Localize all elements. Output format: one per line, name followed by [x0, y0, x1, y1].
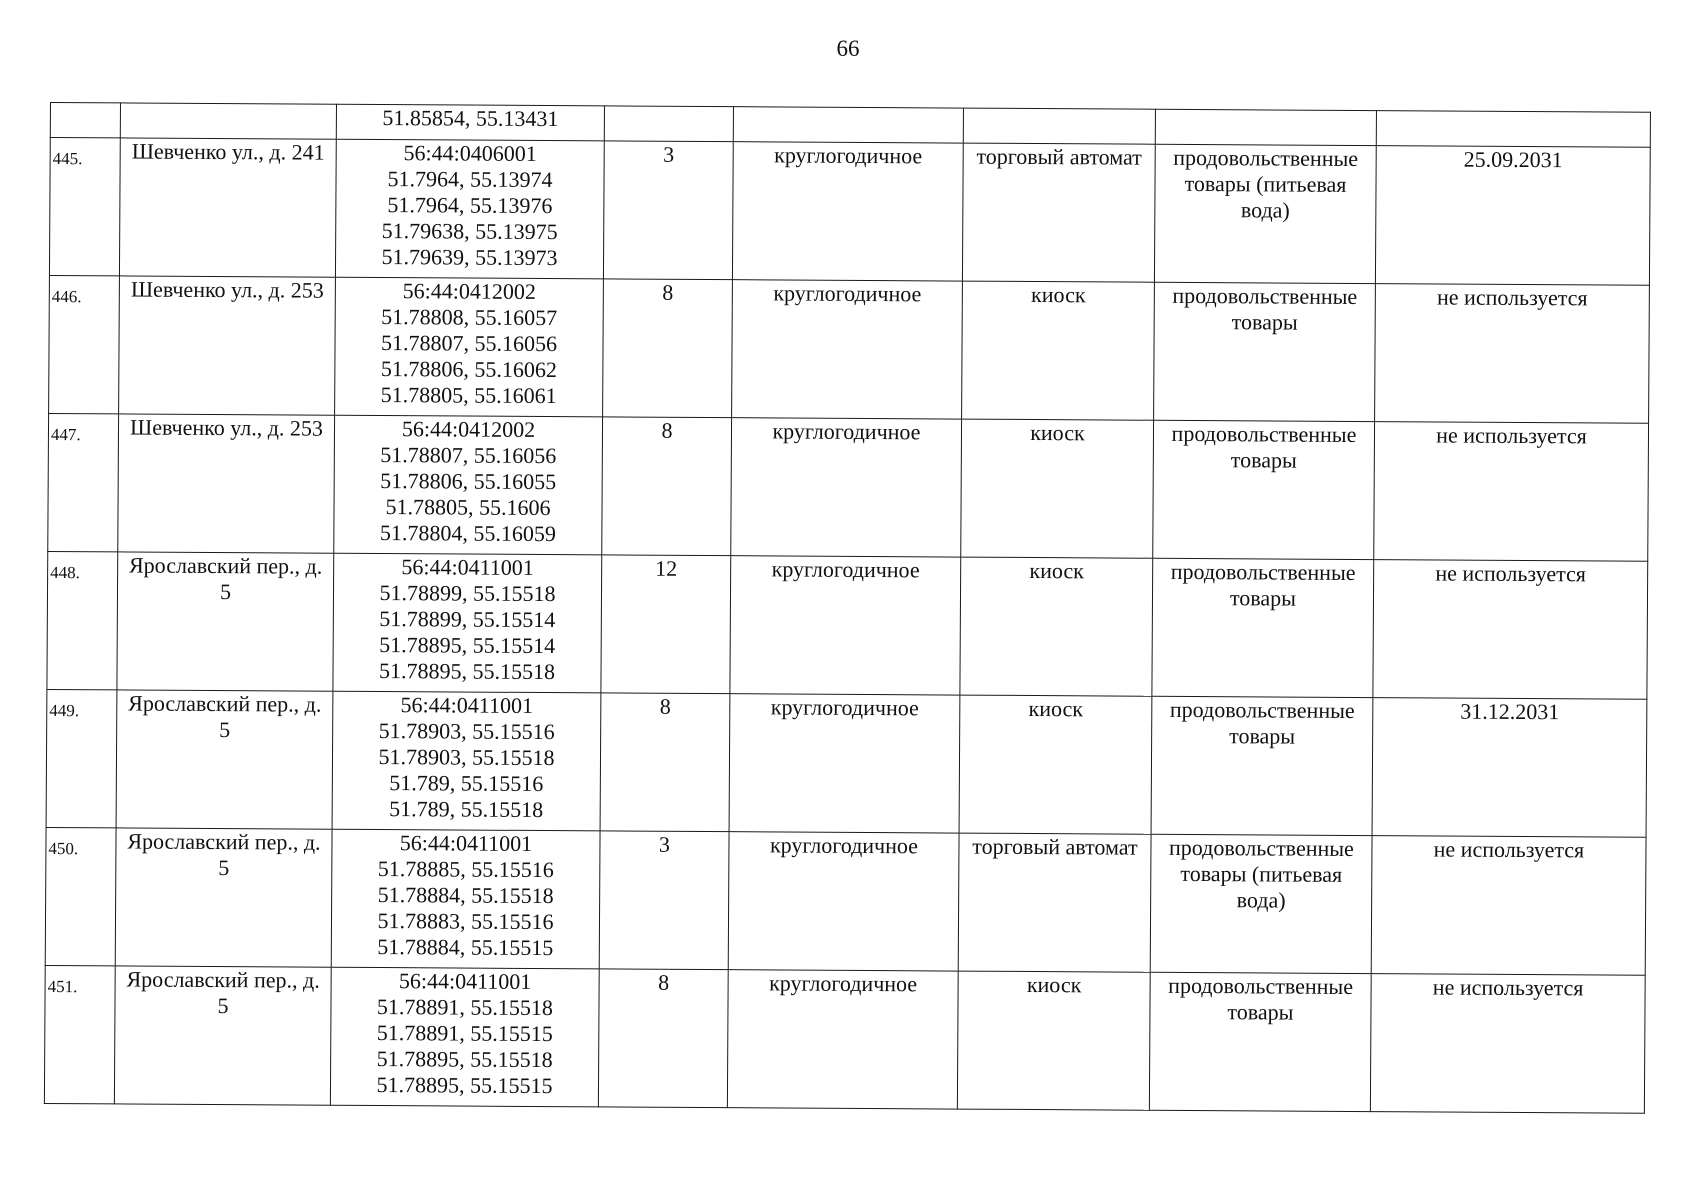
coordinate-pair: 51.78805, 55.16061 — [380, 382, 557, 409]
cell-object-type-text: киоск — [1031, 281, 1086, 308]
coordinate-pair: 51.78805, 55.1606 — [385, 494, 551, 521]
cell-number-text: 447. — [50, 425, 81, 445]
coordinate-pair: 51.78903, 55.15516 — [378, 718, 555, 745]
cell-date — [1375, 146, 1650, 286]
registry-table — [44, 102, 1651, 1114]
cell-date — [1372, 698, 1647, 838]
cell-date — [1371, 836, 1646, 976]
cell-goods — [1154, 282, 1376, 421]
cell-object-type — [962, 281, 1155, 420]
cadastral-number: 56:44:0411001 — [401, 554, 534, 580]
coordinate-pair: 51.78895, 55.15518 — [378, 658, 556, 685]
cell-period — [727, 970, 958, 1109]
cell-period-text: круглогодичное — [771, 556, 920, 583]
cell-period-text: круглогодичное — [769, 970, 918, 997]
cell-area — [604, 106, 733, 142]
cell-address-text: Шевченко ул., д. 253 — [130, 276, 324, 303]
cadastral-number: 56:44:0411001 — [399, 830, 533, 856]
cell-date-text: 25.09.2031 — [1463, 146, 1563, 173]
table-row — [47, 551, 1648, 699]
coordinate-pair: 51.78804, 55.16059 — [379, 520, 556, 547]
cell-date-text: не используется — [1432, 974, 1584, 1001]
cadastral-number: 56:44:0411001 — [398, 968, 532, 994]
cell-object-type-text: киоск — [1028, 695, 1084, 722]
table-row — [45, 827, 1646, 975]
cell-number-text: 446. — [51, 287, 82, 307]
cell-address-text: Шевченко ул., д. 241 — [131, 138, 325, 165]
cell-date-text: не используется — [1435, 560, 1586, 587]
coordinate-pair: 51.79638, 55.13975 — [381, 218, 558, 245]
cell-area-text: 12 — [655, 555, 678, 581]
cell-period — [730, 556, 961, 695]
table-row — [49, 138, 1650, 286]
cell-number — [45, 827, 116, 965]
cell-goods-text: продовольственные товары — [1168, 972, 1354, 1025]
cell-area-text: 3 — [663, 141, 675, 167]
cell-number — [49, 138, 120, 276]
registry-table-container — [44, 102, 1650, 1114]
coordinate-pair: 51.78808, 55.16057 — [381, 304, 558, 331]
cell-area-text: 8 — [658, 969, 670, 995]
cell-date-text: не используется — [1436, 284, 1588, 311]
cell-date-text: 31.12.2031 — [1460, 698, 1560, 725]
table-row — [46, 689, 1647, 837]
cell-area — [603, 141, 733, 280]
coordinate-pair: 51.78884, 55.15518 — [377, 882, 554, 909]
cell-object-type-text: торговый автомат — [976, 143, 1142, 170]
cell-number — [49, 275, 120, 413]
coordinate-pair: 51.78891, 55.15518 — [376, 994, 554, 1021]
cell-coordinates — [333, 553, 602, 693]
cell-goods — [1150, 834, 1372, 973]
cell-address-text: Шевченко ул., д. 253 — [129, 414, 324, 441]
cell-number-text: 445. — [52, 149, 83, 169]
cell-date-text — [1380, 111, 1647, 113]
page-number: 66 — [836, 36, 860, 61]
cell-area — [599, 831, 729, 970]
cell-object-type-text: киоск — [1030, 419, 1085, 446]
coordinate-pair: 51.78807, 55.16056 — [380, 330, 558, 357]
cell-address — [119, 276, 336, 415]
cell-goods-text: продовольственные товары — [1171, 420, 1357, 473]
cell-date — [1370, 974, 1645, 1114]
cell-period-text: круглогодичное — [772, 418, 921, 445]
registry-table-body — [44, 103, 1650, 1114]
cell-goods — [1154, 144, 1376, 283]
cell-date — [1375, 284, 1650, 424]
cell-coordinates — [336, 104, 604, 141]
cell-area — [600, 693, 730, 832]
coordinate-pair: 51.78895, 55.15515 — [376, 1072, 553, 1099]
cadastral-number: 56:44:0406001 — [403, 140, 537, 166]
cell-number — [46, 689, 117, 827]
cell-address — [120, 103, 336, 139]
cell-address — [118, 414, 335, 553]
coordinate-pair: 51.78807, 55.16056 — [380, 442, 557, 469]
cell-number — [50, 103, 120, 138]
cell-number-text: 451. — [47, 977, 78, 997]
cell-object-type — [962, 143, 1155, 282]
cell-area — [601, 555, 731, 694]
cell-date-text: не используется — [1433, 836, 1585, 863]
cell-date — [1374, 422, 1649, 562]
cadastral-number: 56:44:0412002 — [402, 278, 537, 304]
cell-area — [598, 969, 728, 1108]
cell-number — [47, 551, 118, 689]
cell-goods — [1153, 420, 1375, 559]
cell-object-type — [961, 419, 1154, 558]
cell-address-text: Ярославский пер., д. 5 — [126, 966, 320, 1019]
cell-number-text: 448. — [50, 563, 80, 583]
cell-number — [44, 965, 115, 1103]
coordinate-pair: 51.78895, 55.15514 — [379, 632, 556, 659]
cell-address — [119, 138, 336, 277]
cell-address — [114, 966, 331, 1105]
cell-date — [1373, 560, 1648, 700]
cell-goods — [1155, 109, 1376, 145]
cell-goods — [1152, 558, 1374, 697]
cell-number-text: 450. — [48, 839, 79, 859]
cadastral-number: 56:44:0412002 — [401, 416, 536, 442]
cell-object-type — [957, 971, 1150, 1110]
cell-period-text — [737, 107, 960, 108]
cell-coordinates — [332, 691, 601, 831]
coordinate-pair: 51.78899, 55.15518 — [379, 580, 556, 607]
cell-area-text: 3 — [658, 831, 671, 857]
cadastral-number: 56:44:0411001 — [400, 692, 534, 718]
cell-coordinates — [330, 967, 599, 1107]
cell-date — [1376, 111, 1650, 148]
cell-period-text: круглогодичное — [770, 694, 919, 721]
coordinate-pair: 51.78899, 55.15514 — [379, 606, 556, 633]
cell-area-text: 8 — [662, 279, 674, 305]
cell-area-text: 8 — [661, 417, 673, 443]
coordinate-pair: 51.79639, 55.13973 — [381, 244, 558, 271]
coordinate-pair: 51.78806, 55.16055 — [380, 468, 557, 495]
cell-period-text: круглогодичное — [774, 142, 923, 169]
cell-period — [728, 832, 959, 971]
cell-period-text: круглогодичное — [773, 280, 922, 307]
coordinate-pair: 51.78806, 55.16062 — [380, 356, 557, 383]
cell-goods-text: продовольственные товары — [1170, 558, 1356, 611]
cell-goods — [1151, 696, 1373, 835]
cell-goods-text: продовольственные товары (питьевая вода) — [1173, 144, 1359, 223]
cell-area — [603, 279, 733, 418]
coordinate-pair: 51.7964, 55.13976 — [387, 192, 553, 219]
coordinate-pair: 51.78903, 55.15518 — [378, 744, 555, 771]
coordinate-pair: 51.78895, 55.15518 — [376, 1046, 553, 1073]
cell-period-text: круглогодичное — [769, 832, 919, 859]
cell-object-type — [963, 108, 1155, 144]
cell-goods-text — [1159, 110, 1373, 111]
cell-goods — [1149, 972, 1371, 1111]
coordinate-pair: 51.789, 55.15516 — [389, 770, 544, 797]
cell-date-text: не используется — [1436, 422, 1587, 449]
cell-address-text: Ярославский пер., д. 5 — [128, 552, 323, 605]
cell-area-text: 8 — [659, 693, 671, 719]
cell-area — [602, 417, 732, 556]
table-row — [48, 413, 1649, 561]
cell-object-type-text: киоск — [1029, 557, 1084, 584]
cadastral-number: 51.85854, 55.13431 — [382, 105, 559, 132]
cell-period — [731, 418, 962, 557]
coordinate-pair: 51.78891, 55.15515 — [376, 1020, 553, 1047]
cell-address-text: Ярославский пер., д. 5 — [127, 828, 321, 881]
cell-coordinates — [331, 829, 600, 969]
cell-object-type-text — [967, 109, 1152, 110]
coordinate-pair: 51.78885, 55.15516 — [377, 856, 554, 883]
cell-coordinates — [335, 277, 604, 417]
cell-goods-text: продовольственные товары (питьевая вода) — [1168, 834, 1354, 913]
cell-address — [117, 552, 334, 691]
cell-period — [733, 107, 963, 143]
table-row — [49, 275, 1650, 423]
cell-address-text — [124, 103, 333, 104]
cell-address — [116, 690, 333, 829]
coordinate-pair: 51.7964, 55.13974 — [387, 166, 553, 193]
cell-coordinates — [334, 415, 603, 555]
cell-object-type — [960, 557, 1153, 696]
coordinate-pair: 51.789, 55.15518 — [389, 796, 544, 823]
table-row — [44, 965, 1645, 1113]
cell-coordinates — [335, 139, 604, 279]
cell-object-type-text: киоск — [1026, 971, 1082, 998]
cell-period — [729, 694, 960, 833]
cell-goods-text: продовольственные товары — [1172, 282, 1358, 335]
cell-address-text: Ярославский пер., д. 5 — [128, 690, 322, 743]
cell-goods-text: продовольственные товары — [1169, 696, 1355, 749]
cell-number-text: 449. — [49, 701, 80, 721]
cell-address — [115, 828, 332, 967]
cell-object-type-text: торговый автомат — [972, 833, 1138, 860]
cell-number — [48, 413, 119, 551]
coordinate-pair: 51.78883, 55.15516 — [377, 908, 554, 935]
cell-object-type — [959, 695, 1152, 834]
cell-object-type — [958, 833, 1151, 972]
cell-period — [732, 142, 963, 281]
cell-area-text — [608, 106, 730, 107]
cell-period — [732, 280, 963, 419]
coordinate-pair: 51.78884, 55.15515 — [377, 934, 554, 961]
